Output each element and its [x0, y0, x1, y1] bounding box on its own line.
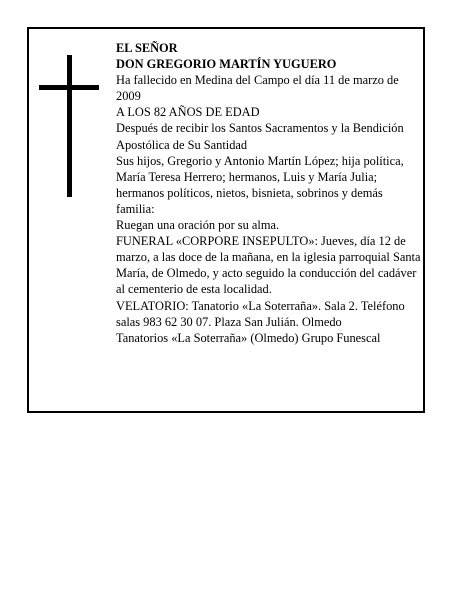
- prayer-request: Ruegan una oración por su alma.: [116, 218, 280, 233]
- notice-title: EL SEÑOR: [116, 41, 178, 55]
- sacraments-line: Después de recibir los Santos Sacramentos y la Bendición Apostólica de Su Santidad: [116, 121, 404, 152]
- funeral-home: Tanatorios «La Soterraña» (Olmedo) Grupo Funescal: [116, 330, 381, 345]
- notice-text-block: [116, 40, 422, 346]
- cross-horizontal-bar: [39, 85, 99, 90]
- obituary-notice: [27, 27, 425, 413]
- cross-icon: [39, 55, 99, 199]
- funeral-details: FUNERAL «CORPORE INSEPULTO»: Jueves, día 12 de marzo, a las doce de la mañana, en la iglesia parroquial Santa María, de Olmedo, y acto seguido la conducción del cadáver al cementerio de esta localidad.: [116, 234, 421, 297]
- deceased-name: DON GREGORIO MARTÍN YUGUERO: [116, 57, 337, 72]
- age-line: A LOS 82 AÑOS DE EDAD: [116, 105, 260, 120]
- death-announcement: Ha fallecido en Medina del Campo el día 11 de marzo de 2009: [116, 73, 399, 104]
- family-list: Sus hijos, Gregorio y Antonio Martín López; hija política, María Teresa Herrero; hermanos, Luis y María Julia; hermanos políticos, nietos, bisnieta, sobrinos y demás familia:: [116, 153, 404, 216]
- wake-details: VELATORIO: Tanatorio «La Soterraña». Sala 2. Teléfono salas 983 62 30 07. Plaza San Julián. Olmedo: [116, 298, 405, 329]
- cross-vertical-bar: [67, 55, 72, 197]
